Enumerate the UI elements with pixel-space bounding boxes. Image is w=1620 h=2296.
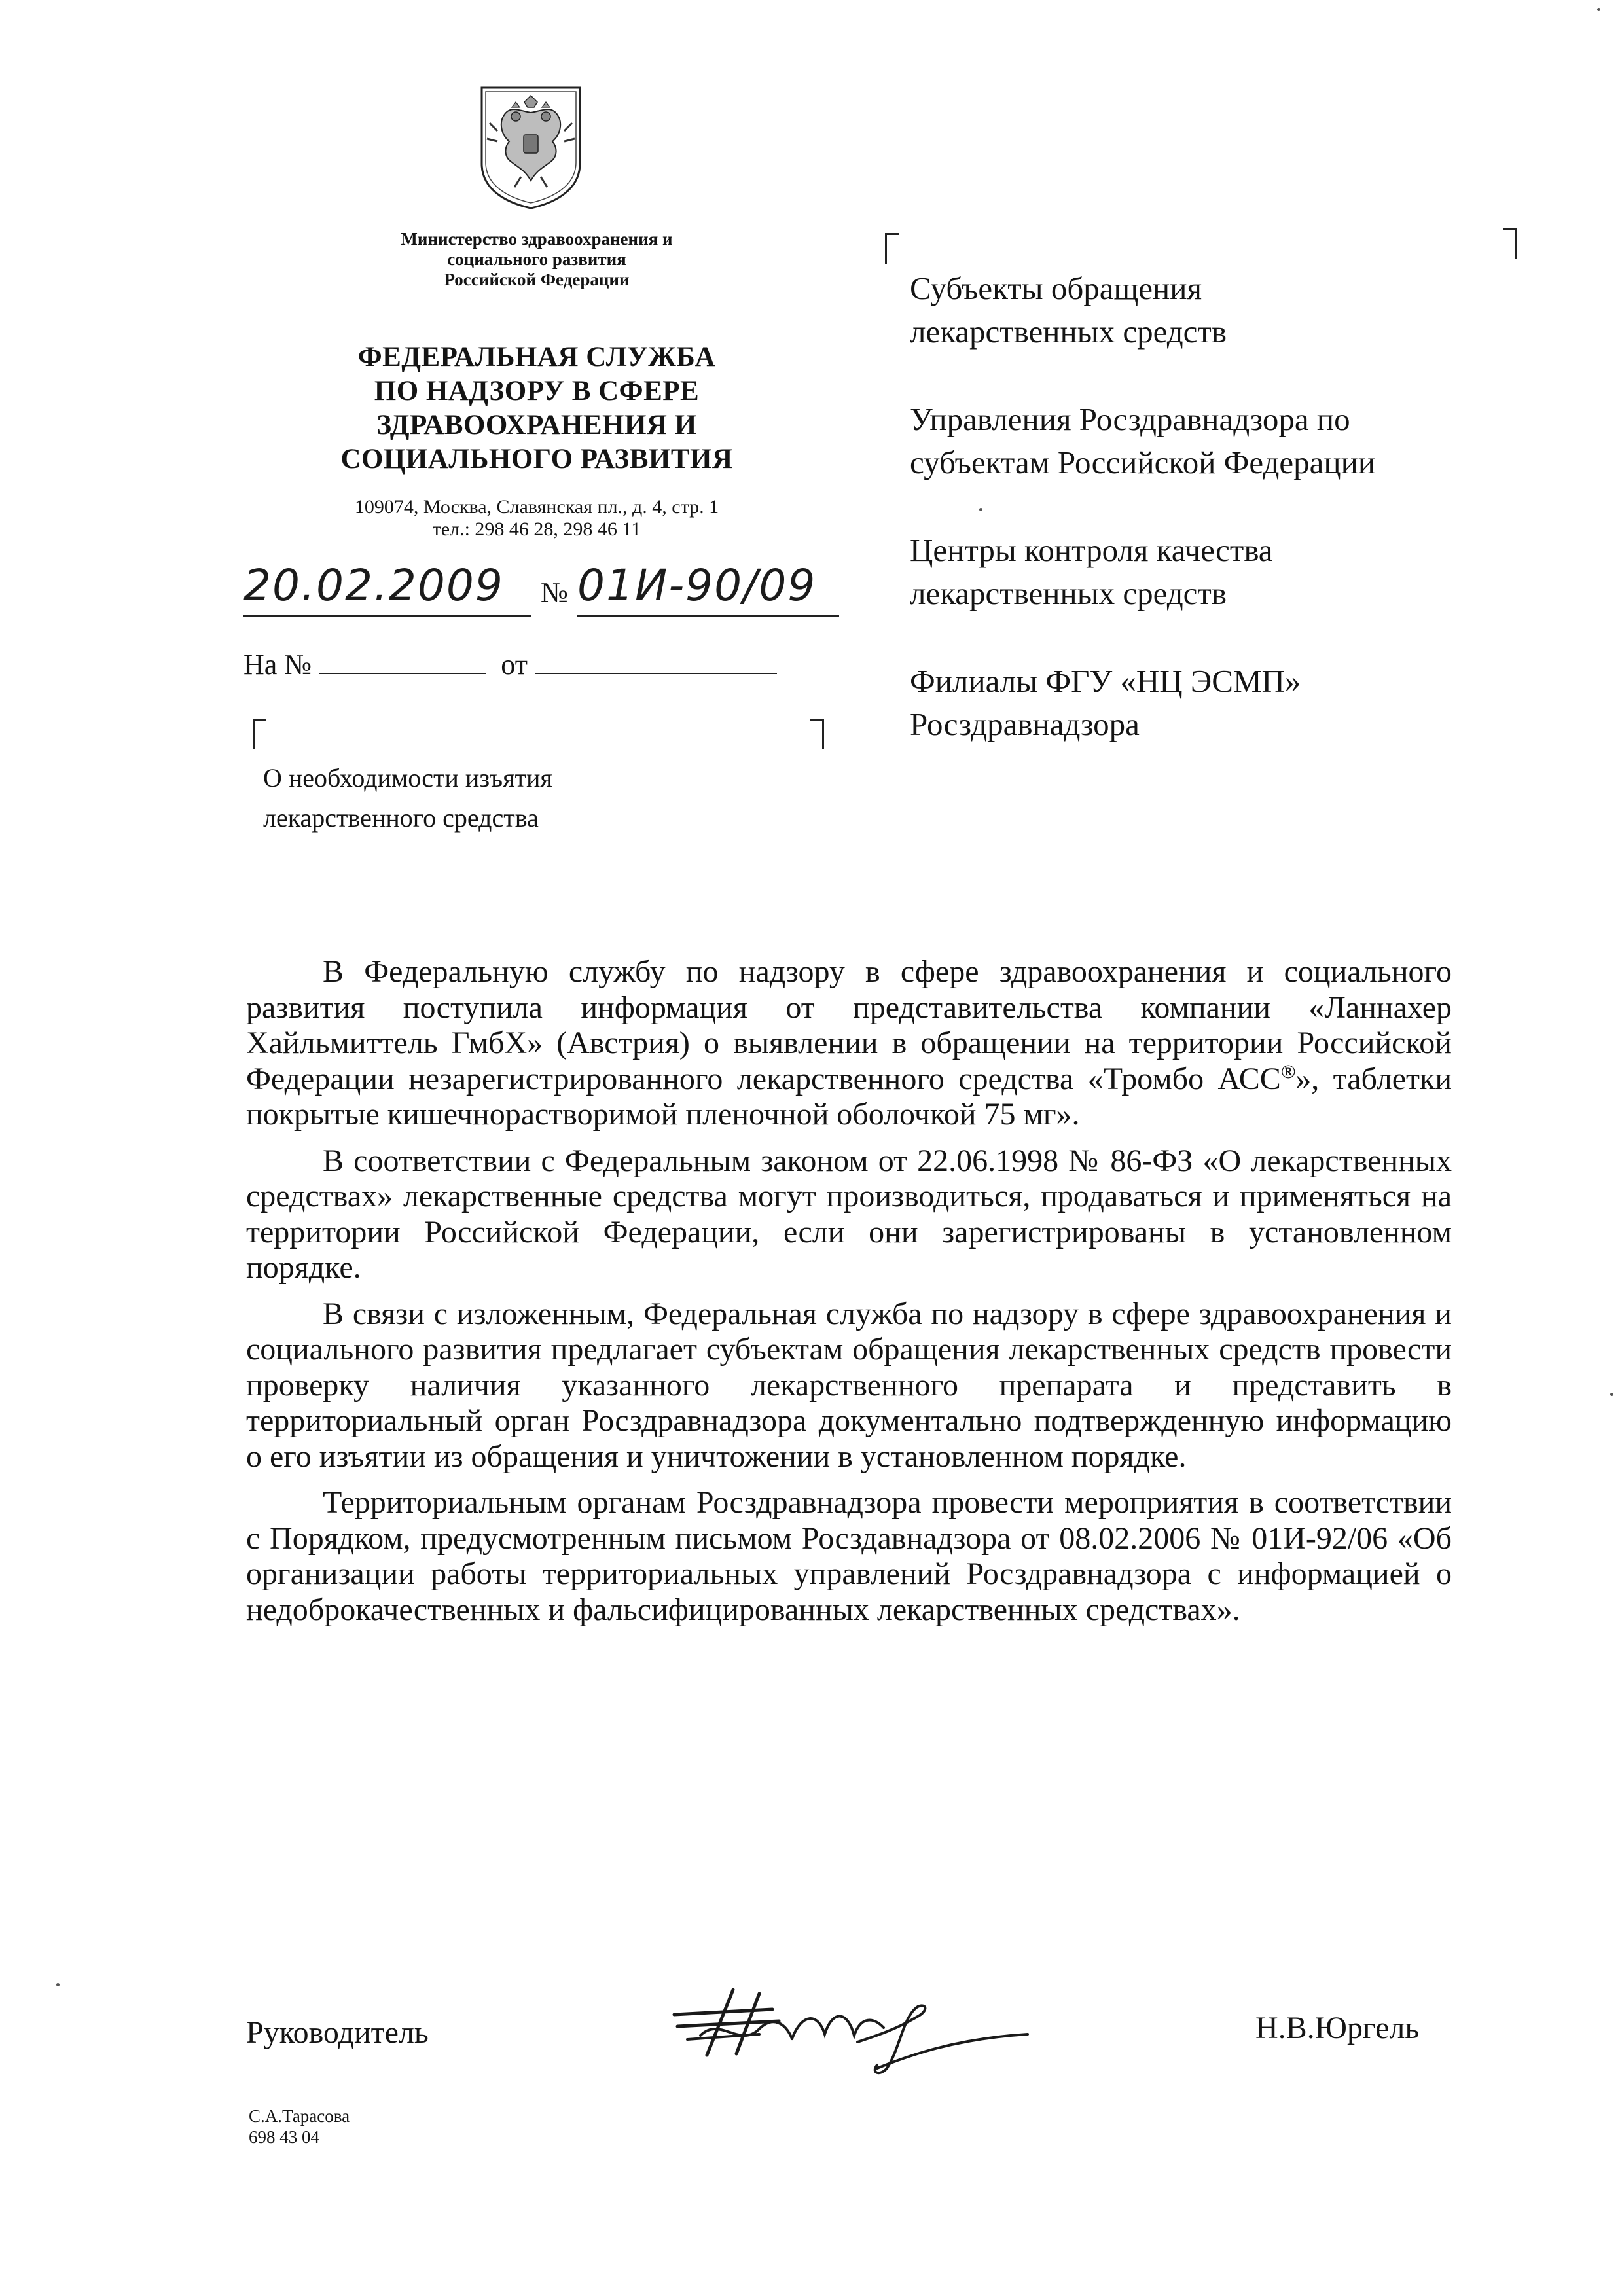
service-address: [262, 496, 812, 541]
coat-of-arms-emblem: [478, 85, 584, 209]
handwritten-signature: [661, 1977, 1054, 2081]
body-paragraph: В соответствии с Федеральным законом от 22.06.1998 № 86-ФЗ «О лекарственных средствах» лекарственные средства могут производиться, продаваться и применяться на территории Российской Федерации, если они зарегистрированы в установленном порядке.: [246, 1143, 1452, 1285]
addressee-line: Субъекты обращения: [910, 270, 1202, 306]
reference-date-blank: [535, 673, 777, 674]
executor-name: С.А.Тарасова: [249, 2106, 350, 2126]
service-line: ФЕДЕРАЛЬНАЯ СЛУЖБА: [357, 342, 716, 372]
service-name: [281, 340, 792, 476]
body-paragraph: [246, 954, 1452, 1133]
document-date: 20.02.2009: [243, 560, 531, 617]
subject-corner-right: [810, 719, 824, 749]
addressee-line: Росздравнадзора: [910, 706, 1140, 742]
addressee-group: [910, 267, 1375, 353]
signatory-title: Руководитель: [246, 2015, 429, 2050]
addressee-line: лекарственных средств: [910, 314, 1227, 350]
service-line: ПО НАДЗОРУ В СФЕРЕ: [374, 376, 700, 406]
body-paragraph: Территориальным органам Росздравнадзора провести мероприятия в соответствии с Порядком, предусмотренным письмом Росздавнадзора от 08.02.2006 № 01И-92/06 «Об организации работы территориальных управлений Росздравнадзора с информацией о недоброкачественных и фальсифицированных лекарственных средствах».: [246, 1485, 1452, 1627]
addressee-line: Управления Росздравнадзора по: [910, 401, 1350, 437]
phone-line: тел.: 298 46 28, 298 46 11: [432, 518, 641, 540]
addressee-line: субъектам Российской Федерации: [910, 444, 1376, 480]
scan-speck: [1597, 8, 1600, 11]
subject: [263, 758, 552, 838]
registered-trademark-mark: ®: [1280, 1060, 1296, 1083]
ministry-name: [327, 229, 746, 290]
signature-scribble-icon: [661, 1977, 1054, 2081]
paragraph-text: В Федеральную службу по надзору в сфере здравоохранения и социального развития поступила информация от представительства компании «Ланнахер Хайльмиттель ГмбХ» (Австрия) о выявлении в обращении на территории Российской Федерации незарегистрированного лекарственного средства «Тромбо АСС: [246, 954, 1452, 1096]
subject-corner-left: [253, 719, 266, 749]
scan-speck: [1610, 1393, 1613, 1396]
reference-number-blank: [319, 673, 486, 674]
addressees: [910, 267, 1375, 791]
addressee-group: [910, 660, 1375, 746]
addressee-line: Филиалы ФГУ «НЦ ЭСМП»: [910, 663, 1301, 699]
signatory-name: Н.В.Юргель: [1255, 2011, 1420, 2045]
reference-line: [243, 648, 777, 681]
ministry-line: Российской Федерации: [444, 270, 630, 289]
letter-body: [246, 954, 1452, 1628]
subject-line: лекарственного средства: [263, 803, 539, 833]
address-line: 109074, Москва, Славянская пл., д. 4, стр. 1: [354, 496, 719, 518]
addressee-line: лекарственных средств: [910, 575, 1227, 611]
ministry-line: социального развития: [447, 249, 626, 269]
service-line: ЗДРАВООХРАНЕНИЯ И: [376, 410, 697, 440]
addressee-corner-left: [885, 233, 899, 264]
ministry-line: Министерство здравоохранения и: [401, 229, 673, 249]
scan-speck: [56, 1983, 60, 1986]
addressee-group: [910, 529, 1375, 615]
executor-phone: 698 43 04: [249, 2127, 319, 2147]
addressee-group: [910, 398, 1375, 484]
number-sign: №: [541, 577, 568, 609]
subject-line: О необходимости изъятия: [263, 763, 552, 793]
document-number: 01И-90/09: [577, 560, 839, 617]
double-headed-eagle-icon: [478, 85, 584, 209]
addressee-corner-right: [1503, 228, 1517, 259]
body-paragraph: В связи с изложенным, Федеральная служба по надзору в сфере здравоохранения и социального развития предлагает субъектам обращения лекарственных средств провести проверку наличия указанного лекарственного препарата и представить в территориальный орган Росздравнадзора документально подтвержденную информацию о его изъятии из обращения и уничтожении в установленном порядке.: [246, 1296, 1452, 1474]
addressee-line: Центры контроля качества: [910, 532, 1273, 568]
paragraph-text: », таблетки покрытые кишечнорастворимой пленочной оболочкой 75 мг».: [246, 1061, 1452, 1132]
scan-speck: [979, 508, 982, 511]
executor-info: [249, 2106, 350, 2147]
reference-number-label: На №: [243, 649, 312, 681]
reference-date-label: от: [501, 649, 528, 681]
service-line: СОЦИАЛЬНОГО РАЗВИТИЯ: [340, 444, 733, 475]
